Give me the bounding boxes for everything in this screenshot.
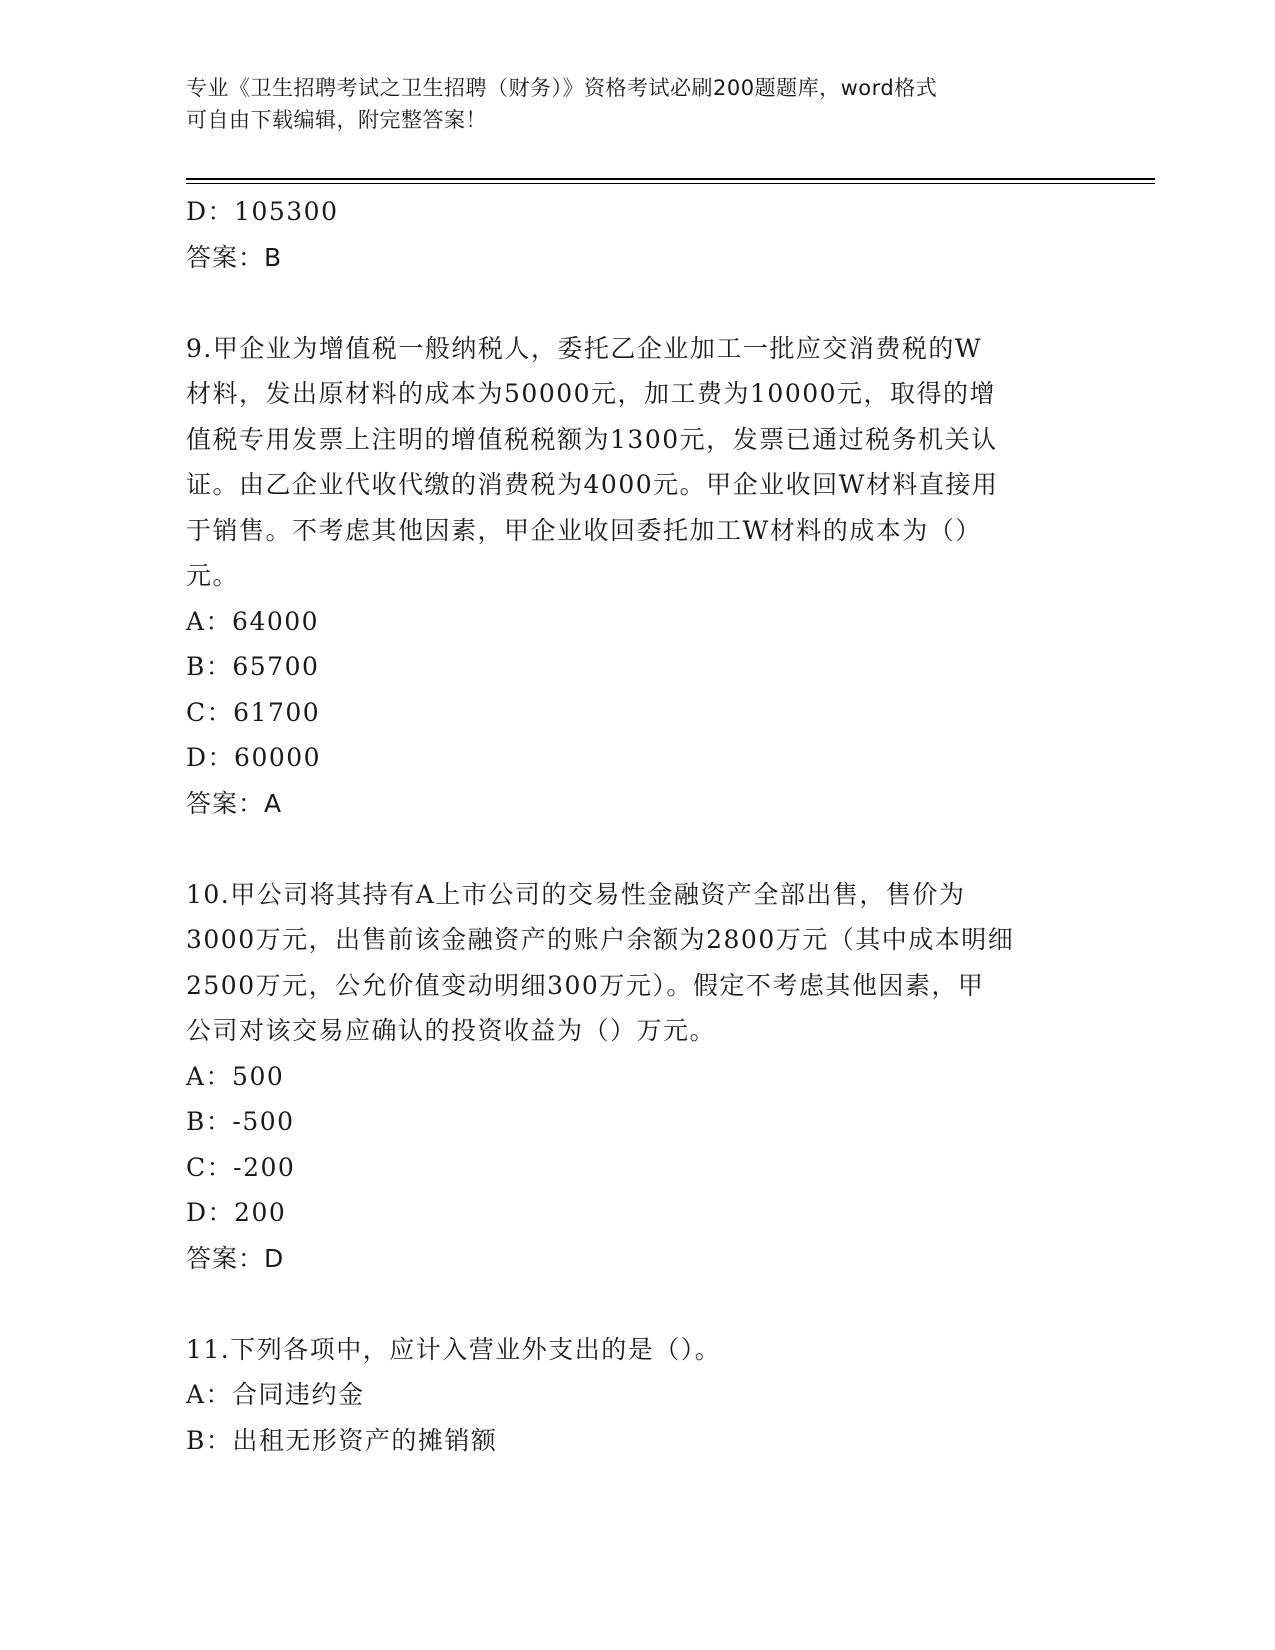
- header-divider-thin: [186, 183, 1155, 184]
- option-b: B：出租无形资产的摊销额: [186, 1425, 498, 1455]
- spacer: [186, 1281, 1086, 1327]
- option-d: D：60000: [186, 743, 322, 772]
- question-10: [186, 872, 1086, 1282]
- document-header: [186, 72, 1086, 136]
- option-d: D：200: [186, 1198, 287, 1227]
- spacer: [186, 280, 1086, 326]
- option-d: D：105300: [186, 197, 339, 226]
- question-text-line: 10.甲公司将其持有A上市公司的交易性金融资产全部出售，售价为: [186, 879, 966, 909]
- answer-line: 答案：B: [186, 242, 283, 272]
- option-c: C：61700: [186, 697, 321, 727]
- question-text-line: 3000万元，出售前该金融资产的账户余额为2800万元（其中成本明细: [186, 925, 1015, 954]
- option-a: A：合同违约金: [186, 1380, 365, 1409]
- question-text-line: 于销售。不考虑其他因素，甲企业收回委托加工W材料的成本为（）: [186, 515, 982, 545]
- question-9: [186, 326, 1086, 827]
- question-text-line: 9.甲企业为增值税一般纳税人，委托乙企业加工一批应交消费税的W: [186, 333, 983, 363]
- answer-line: 答案：D: [186, 1243, 285, 1273]
- question-text-line: 材料，发出原材料的成本为50000元，加工费为10000元，取得的增: [186, 379, 997, 408]
- header-title-line-2: 可自由下载编辑，附完整答案！: [186, 108, 487, 132]
- option-a: A：64000: [186, 606, 320, 636]
- question-text-line: 元。: [186, 561, 240, 590]
- question-text-line: 值税专用发票上注明的增值税税额为1300元，发票已通过税务机关认: [186, 424, 998, 454]
- option-b: B：65700: [186, 652, 320, 681]
- header-title-line-1: 专业《卫生招聘考试之卫生招聘（财务）》资格考试必刷200题题库，word格式: [186, 76, 938, 100]
- question-list: [186, 189, 1086, 1463]
- header-divider-thick: [186, 178, 1155, 180]
- answer-line: 答案：A: [186, 788, 283, 818]
- option-b: B：-500: [186, 1107, 295, 1136]
- question-text-line: 证。由乙企业代收代缴的消费税为4000元。甲企业收回W材料直接用: [186, 470, 999, 499]
- question-text-line: 2500万元，公允价值变动明细300万元）。假定不考虑其他因素，甲: [186, 970, 985, 1000]
- spacer: [186, 826, 1086, 872]
- option-c: C：-200: [186, 1152, 296, 1182]
- question-text-line: 11.下列各项中，应计入营业外支出的是（）。: [186, 1334, 722, 1364]
- option-a: A：500: [186, 1061, 285, 1091]
- question-text-line: 公司对该交易应确认的投资收益为（）万元。: [186, 1016, 717, 1045]
- question-11: [186, 1327, 1086, 1464]
